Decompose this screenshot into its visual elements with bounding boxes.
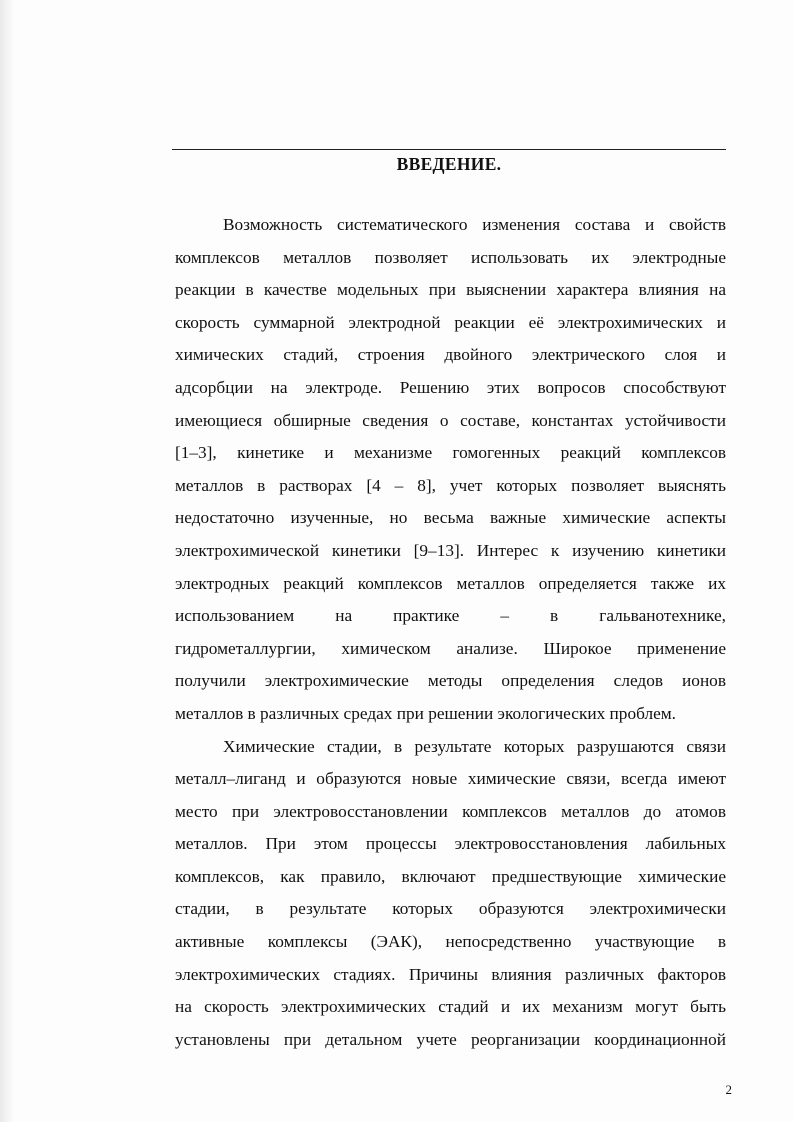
text-line: получили электрохимические методы определения следов ионов: [175, 671, 726, 691]
paragraph-2: [175, 731, 726, 1057]
text-line: установлены при детальном учете реорганизации координационной: [175, 1029, 726, 1049]
text-line: металлов в растворах [4 – 8], учет которых позволяет выяснять: [175, 475, 726, 495]
text-line: комплексов металлов позволяет использовать их электродные: [175, 247, 726, 267]
text-line: электродных реакций комплексов металлов определяется также их: [175, 573, 726, 593]
text-line: на скорость электрохимических стадий и их механизм могут быть: [175, 997, 726, 1017]
text-line: комплексов, как правило, включают предшествующие химические: [175, 866, 726, 886]
text-line: скорость суммарной электродной реакции её электрохимических и: [175, 312, 726, 332]
text-line: Возможность систематического изменения состава и свойств: [223, 215, 726, 234]
page-number: 2: [725, 1082, 732, 1097]
text-line: химических стадий, строения двойного электрического слоя и: [175, 345, 726, 365]
text-line: активные комплексы (ЭАК), непосредственно участвующие в: [175, 932, 726, 952]
section-title: ВВЕДЕНИЕ.: [396, 154, 502, 174]
text-line: электрохимических стадиях. Причины влияния различных факторов: [175, 964, 726, 984]
text-line: место при электровосстановлении комплексов металлов до атомов: [175, 801, 726, 821]
text-line: имеющиеся обширные сведения о составе, константах устойчивости: [175, 410, 726, 430]
text-line: реакции в качестве модельных при выяснении характера влияния на: [175, 280, 726, 300]
text-line: стадии, в результате которых образуются электрохимически: [175, 899, 726, 919]
text-line: металл–лиганд и образуются новые химические связи, всегда имеют: [175, 769, 726, 789]
text-line: Химические стадии, в результате которых разрушаются связи: [223, 736, 726, 756]
scan-edge-shadow: [0, 0, 14, 1122]
text-line: электрохимической кинетики [9–13]. Интерес к изучению кинетики: [175, 540, 726, 560]
body-text: [175, 209, 726, 1056]
text-line: металлов в различных средах при решении экологических проблем.: [175, 703, 677, 723]
text-line: гидрометаллургии, химическом анализе. Широкое применение: [175, 638, 726, 658]
text-line: недостаточно изученные, но весьма важные химические аспекты: [175, 508, 726, 528]
text-line: металлов. При этом процессы электровосстановления лабильных: [175, 834, 726, 854]
text-line: использованием на практике – в гальванотехнике,: [175, 606, 726, 626]
paragraph-1: [175, 209, 726, 731]
text-line: адсорбции на электроде. Решению этих вопросов способствуют: [175, 377, 726, 397]
header-rule: [172, 149, 726, 150]
text-line: [1–3], кинетике и механизме гомогенных реакций комплексов: [175, 443, 726, 463]
